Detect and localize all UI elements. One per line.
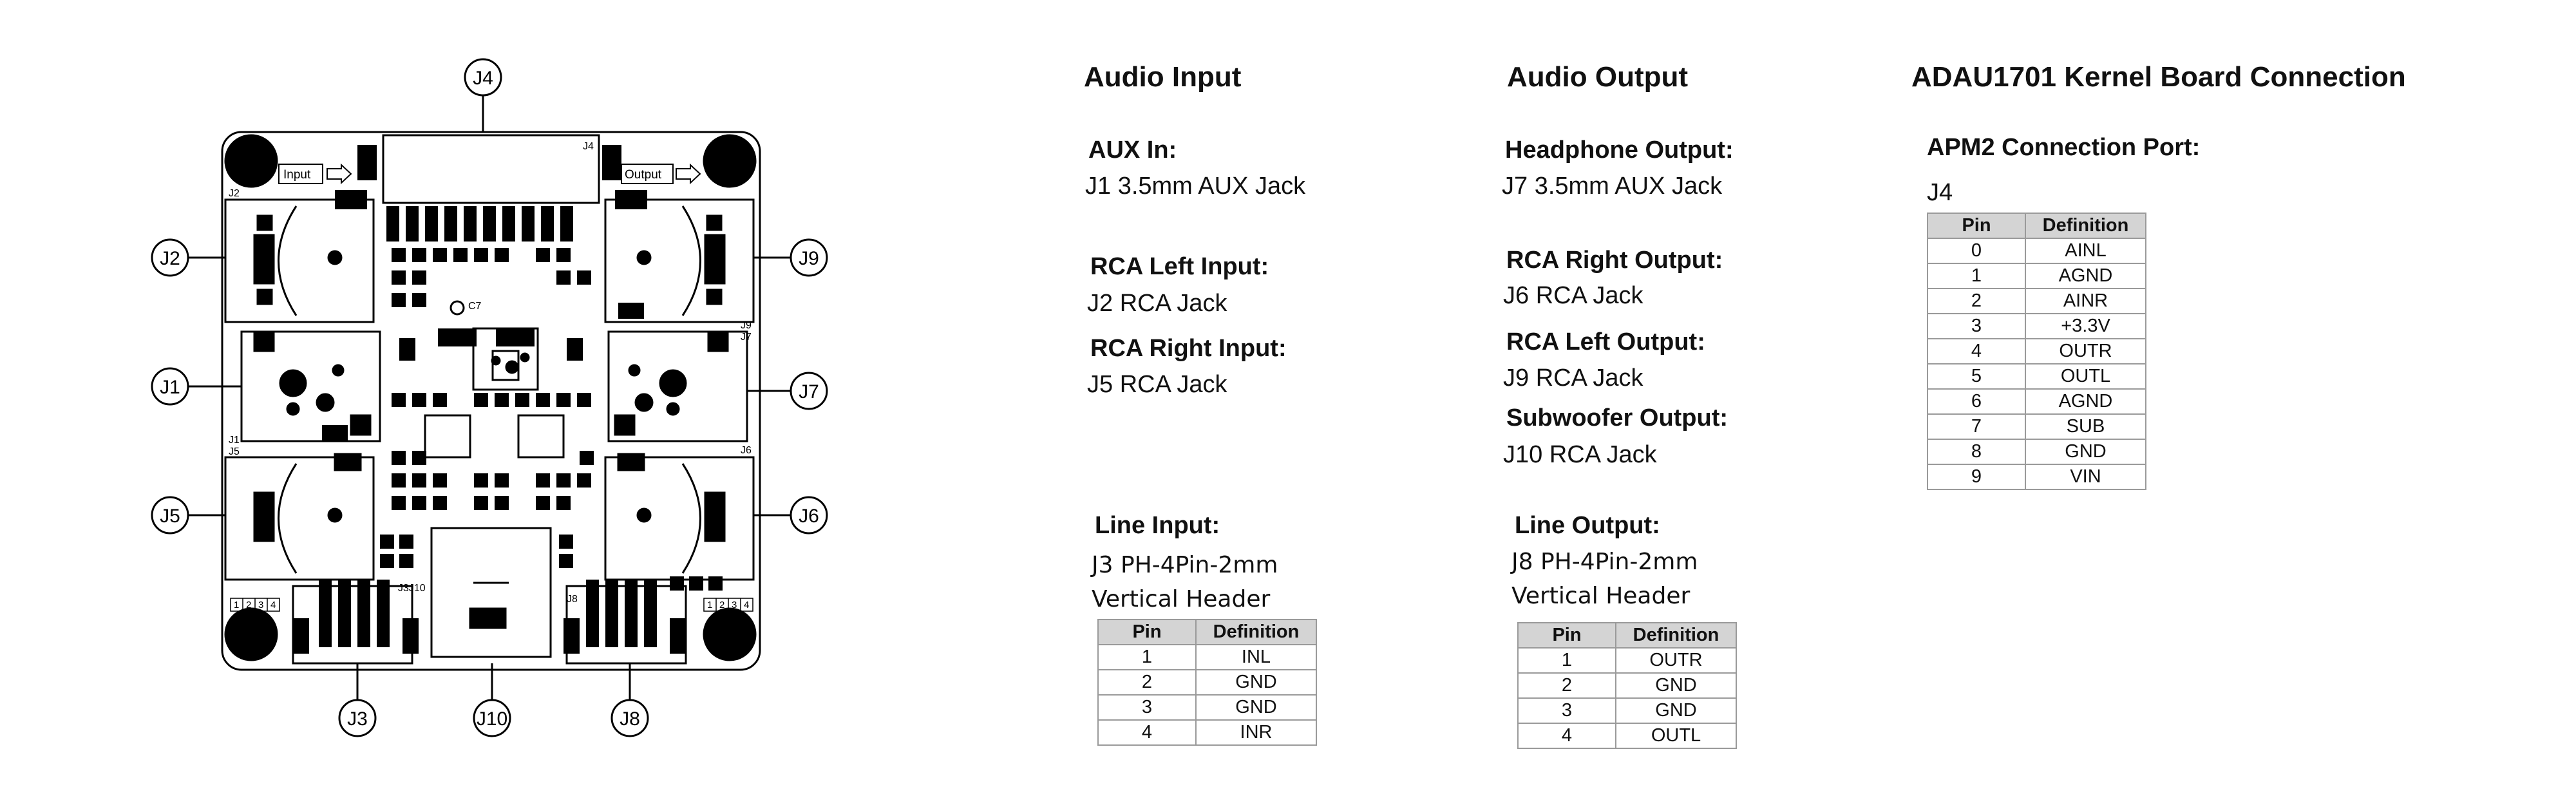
line-input-value-2: Vertical Header <box>1092 586 1271 612</box>
pin-cell: 8 <box>1927 439 2025 464</box>
silk-j3-pin2: 2 <box>246 600 252 611</box>
c7-capacitor <box>451 301 464 314</box>
table-header-row <box>1518 623 1736 648</box>
pin-cell: 5 <box>1927 364 2025 389</box>
silk-j8-pin1: 1 <box>707 600 713 611</box>
definition-cell: SUB <box>2025 414 2146 439</box>
line-output-value-2: Vertical Header <box>1511 583 1690 609</box>
j10-rca <box>431 528 551 657</box>
line-output-pin-table <box>1517 622 1737 749</box>
pin-cell: 0 <box>1927 238 2025 263</box>
callout-label-j4: J4 <box>473 68 493 89</box>
callout-label-j3: J3 <box>347 708 368 730</box>
j3-header <box>293 586 412 663</box>
silk-input: Input <box>283 168 311 182</box>
col-definition: Definition <box>2025 213 2146 238</box>
subwoofer-output-value: J10 RCA Jack <box>1503 441 1657 468</box>
pin-cell: 9 <box>1927 464 2025 489</box>
audio-input-title: Audio Input <box>1084 61 1242 93</box>
headphone-output-label: Headphone Output: <box>1505 137 1734 164</box>
j2-rca <box>225 200 374 322</box>
definition-cell: GND <box>1616 698 1736 723</box>
col-pin: Pin <box>1927 213 2025 238</box>
definition-cell: OUTR <box>2025 339 2146 364</box>
definition-cell: INL <box>1196 645 1316 670</box>
pin-cell: 1 <box>1098 645 1196 670</box>
table-row <box>1098 720 1316 745</box>
silk-j3-pin1: 1 <box>234 600 240 611</box>
apm2-port-value: J4 <box>1927 179 1953 206</box>
table-row <box>1927 314 2146 339</box>
silk-j6: J6 <box>741 445 752 456</box>
callout-label-j7: J7 <box>799 381 819 402</box>
rca-right-input-label: RCA Right Input: <box>1090 335 1287 362</box>
kernel-title: ADAU1701 Kernel Board Connection <box>1911 61 2406 93</box>
j4-header <box>383 135 599 203</box>
pin-cell: 4 <box>1927 339 2025 364</box>
table-row <box>1927 364 2146 389</box>
silk-output: Output <box>625 168 662 182</box>
col-definition: Definition <box>1196 620 1316 645</box>
table-row <box>1927 238 2146 263</box>
kernel-pin-table <box>1927 213 2146 490</box>
audio-output-title: Audio Output <box>1507 61 1689 93</box>
callout-label-j5: J5 <box>160 506 180 527</box>
rca-left-output-value: J9 RCA Jack <box>1503 365 1643 392</box>
table-row <box>1927 439 2146 464</box>
pin-cell: 2 <box>1098 670 1196 695</box>
col-pin: Pin <box>1098 620 1196 645</box>
line-input-label: Line Input: <box>1095 512 1220 539</box>
callout-label-j6: J6 <box>799 506 819 527</box>
mount-hole-bl <box>225 609 277 660</box>
line-output-label: Line Output: <box>1515 512 1660 539</box>
headphone-output-value: J7 3.5mm AUX Jack <box>1502 173 1723 200</box>
callout-label-j1: J1 <box>160 377 180 398</box>
definition-cell: GND <box>1196 670 1316 695</box>
silk-j2: J2 <box>229 188 240 199</box>
pin-cell: 3 <box>1927 314 2025 339</box>
callout-label-j9: J9 <box>799 248 819 269</box>
ic-right <box>518 415 564 457</box>
definition-cell: GND <box>1616 673 1736 698</box>
j6-rca <box>605 457 753 580</box>
definition-cell: GND <box>1196 695 1316 720</box>
rca-right-output-value: J6 RCA Jack <box>1503 282 1643 309</box>
col-definition: Definition <box>1616 623 1736 648</box>
silk-c7: C7 <box>468 301 482 312</box>
silk-j7: J7 <box>741 332 752 343</box>
silk-j8-pin3: 3 <box>732 600 737 611</box>
table-row <box>1098 645 1316 670</box>
pin-cell: 2 <box>1518 673 1616 698</box>
definition-cell: OUTL <box>1616 723 1736 748</box>
rca-right-output-label: RCA Right Output: <box>1506 247 1723 274</box>
aux-in-label: AUX In: <box>1088 137 1177 164</box>
definition-cell: +3.3V <box>2025 314 2146 339</box>
table-row <box>1518 673 1736 698</box>
silk-j8-pin2: 2 <box>719 600 725 611</box>
pin-cell: 4 <box>1098 720 1196 745</box>
mount-hole-tr <box>704 135 755 187</box>
pin-cell: 4 <box>1518 723 1616 748</box>
line-input-pin-table <box>1097 619 1317 746</box>
table-row <box>1518 723 1736 748</box>
silk-j3j10: J3J10 <box>398 583 426 594</box>
silk-j5: J5 <box>229 446 240 457</box>
table-row <box>1098 695 1316 720</box>
table-row <box>1518 698 1736 723</box>
silk-j3-pin4: 4 <box>270 600 276 611</box>
definition-cell: AINR <box>2025 289 2146 314</box>
table-row <box>1927 339 2146 364</box>
definition-cell: OUTR <box>1616 648 1736 673</box>
silk-j4: J4 <box>583 141 594 152</box>
table-header-row <box>1098 620 1316 645</box>
pin-cell: 1 <box>1927 263 2025 289</box>
definition-cell: INR <box>1196 720 1316 745</box>
apm2-port-label: APM2 Connection Port: <box>1927 134 2201 161</box>
pin-cell: 2 <box>1927 289 2025 314</box>
callout-label-j8: J8 <box>620 708 640 730</box>
pin-cell: 6 <box>1927 389 2025 414</box>
definition-cell: OUTL <box>2025 364 2146 389</box>
aux-in-value: J1 3.5mm AUX Jack <box>1085 173 1306 200</box>
silk-j8: J8 <box>567 594 578 605</box>
definition-cell: AGND <box>2025 263 2146 289</box>
table-row <box>1927 289 2146 314</box>
silk-j3-pin3: 3 <box>258 600 264 611</box>
ic-left <box>425 415 470 457</box>
callout-label-j10: J10 <box>476 708 508 730</box>
col-pin: Pin <box>1518 623 1616 648</box>
j5-rca <box>225 457 374 580</box>
table-row <box>1927 464 2146 489</box>
subwoofer-output-label: Subwoofer Output: <box>1506 404 1728 431</box>
line-output-value-1: J8 PH-4Pin-2mm <box>1511 549 1698 575</box>
pin-cell: 1 <box>1518 648 1616 673</box>
definition-cell: GND <box>2025 439 2146 464</box>
mount-hole-br <box>704 609 755 660</box>
rca-right-input-value: J5 RCA Jack <box>1087 371 1227 398</box>
line-input-value-1: J3 PH-4Pin-2mm <box>1092 552 1278 578</box>
definition-cell: AGND <box>2025 389 2146 414</box>
mount-hole-tl <box>225 135 277 187</box>
table-row <box>1927 263 2146 289</box>
rca-left-output-label: RCA Left Output: <box>1506 328 1705 355</box>
silk-j9: J9 <box>741 320 752 331</box>
rca-left-input-label: RCA Left Input: <box>1090 253 1269 280</box>
rca-left-input-value: J2 RCA Jack <box>1087 290 1227 317</box>
definition-cell: AINL <box>2025 238 2146 263</box>
table-row <box>1098 670 1316 695</box>
pin-cell: 3 <box>1518 698 1616 723</box>
pin-cell: 7 <box>1927 414 2025 439</box>
silk-j8-pin4: 4 <box>744 600 750 611</box>
table-row <box>1927 414 2146 439</box>
definition-cell: VIN <box>2025 464 2146 489</box>
pin-cell: 3 <box>1098 695 1196 720</box>
table-row <box>1927 389 2146 414</box>
table-row <box>1518 648 1736 673</box>
callout-label-j2: J2 <box>160 248 180 269</box>
table-header-row <box>1927 213 2146 238</box>
silk-j1: J1 <box>229 435 240 446</box>
board-diagram <box>0 0 819 805</box>
